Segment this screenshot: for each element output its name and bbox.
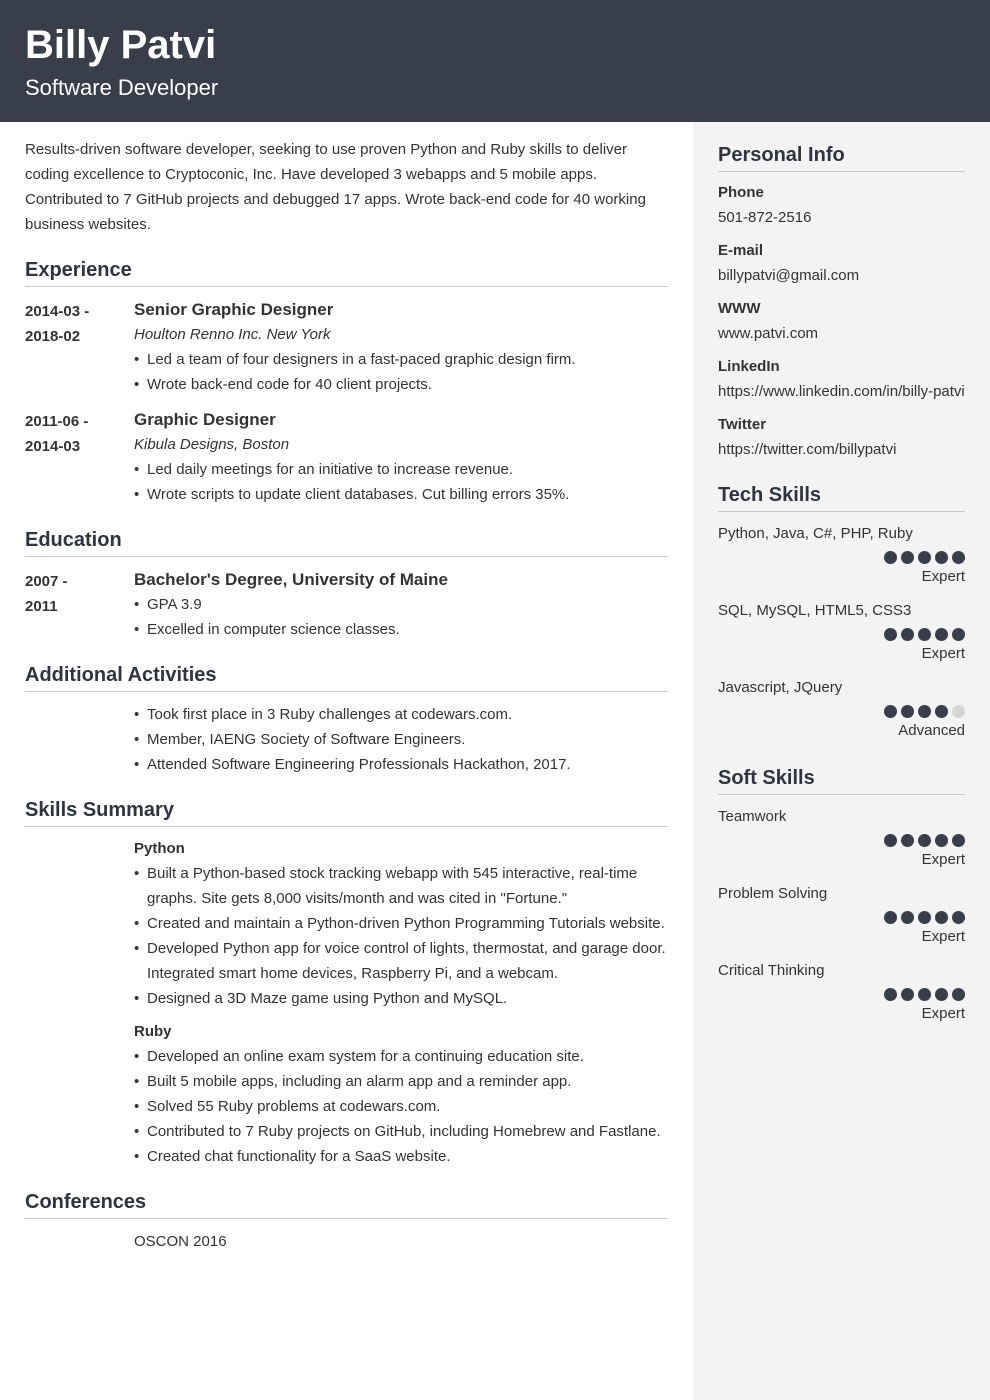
list-item: • Member, IAENG Society of Software Engineers. (134, 727, 668, 752)
rating-dot-filled (901, 551, 914, 564)
rating-dot-filled (935, 551, 948, 564)
experience-entry (25, 407, 668, 507)
list-item: • Created chat functionality for a SaaS website. (134, 1144, 668, 1169)
soft-skills-list (718, 804, 965, 1026)
job-org: Houlton Renno Inc. New York (134, 326, 331, 343)
skill-name: SQL, MySQL, HTML5, CSS3 (718, 602, 912, 619)
rating-dot-empty (952, 705, 965, 718)
list-item: • GPA 3.9 (134, 592, 668, 617)
skill-name: Problem Solving (718, 885, 828, 902)
rating-dot-filled (901, 834, 914, 847)
skill-item (718, 958, 965, 1026)
info-label-linkedin: LinkedIn (718, 358, 780, 375)
rating-dot-filled (952, 911, 965, 924)
skill-item (718, 598, 965, 666)
date-end: 2014-03 (25, 438, 81, 455)
education-heading: Education (25, 527, 668, 557)
job-bullets (134, 347, 668, 397)
rating-dot-filled (935, 628, 948, 641)
rating-dot-filled (952, 834, 965, 847)
skill-name: Teamwork (718, 808, 787, 825)
list-item: • Built a Python-based stock tracking webapp with 545 interactive, real-time graphs. Site gets 8,000 visits/month and was cited in "Fortune." (134, 861, 668, 911)
personal-info-heading: Personal Info (718, 142, 965, 172)
info-label-twitter: Twitter (718, 416, 767, 433)
skill-level: Advanced (898, 722, 965, 739)
sidebar (693, 122, 990, 1400)
resume-header (0, 0, 990, 122)
skill-name: Critical Thinking (718, 962, 825, 979)
entry-date (25, 407, 134, 507)
job-org: Kibula Designs, Boston (134, 436, 290, 453)
skill-rating (718, 628, 965, 641)
activities-heading: Additional Activities (25, 662, 668, 692)
skill-item (718, 881, 965, 949)
profile-summary: Results-driven software developer, seeking to use proven Python and Ruby skills to deliver coding excellence to Cryptoconic, Inc. Have developed 3 webapps and 5 mobile apps. Contributed to 7 GitHub projects and debugged 17 apps. Wrote back-end code for 40 working business websites. (25, 141, 646, 233)
list-item: • Created and maintain a Python-driven Python Programming Tutorials website. (134, 911, 668, 936)
info-value-email[interactable]: billypatvi@gmail.com (718, 267, 860, 284)
job-role: Graphic Designer (134, 410, 276, 429)
date-start: 2011-06 - (25, 413, 89, 430)
education-entry (25, 567, 668, 642)
rating-dot-filled (918, 988, 931, 1001)
skill-group-title: Python (134, 840, 185, 857)
candidate-name: Billy Patvi (25, 23, 217, 67)
rating-dot-filled (901, 705, 914, 718)
skill-rating (718, 834, 965, 847)
experience-entry (25, 297, 668, 397)
rating-dot-filled (884, 628, 897, 641)
info-value-linkedin[interactable]: https://www.linkedin.com/in/billy-patvi (718, 383, 965, 400)
experience-heading: Experience (25, 257, 668, 287)
skill-group-title: Ruby (134, 1023, 172, 1040)
skill-item (718, 804, 965, 872)
degree: Bachelor's Degree, University of Maine (134, 570, 448, 589)
job-role: Senior Graphic Designer (134, 300, 334, 319)
rating-dot-filled (918, 911, 931, 924)
rating-dot-filled (901, 911, 914, 924)
list-item: • Developed an online exam system for a continuing education site. (134, 1044, 668, 1069)
info-label-phone: Phone (718, 184, 764, 201)
list-item: • Wrote scripts to update client databases. Cut billing errors 35%. (134, 482, 668, 507)
skill-level: Expert (921, 851, 965, 868)
skills-summary-heading: Skills Summary (25, 797, 668, 827)
rating-dot-filled (935, 705, 948, 718)
skill-item (718, 521, 965, 589)
job-bullets (134, 457, 668, 507)
education-bullets (134, 592, 668, 642)
entry-date (25, 297, 134, 397)
list-item: • Built 5 mobile apps, including an alarm app and a reminder app. (134, 1069, 668, 1094)
rating-dot-filled (884, 834, 897, 847)
skill-level: Expert (921, 645, 965, 662)
date-end: 2018-02 (25, 328, 81, 345)
skill-item (718, 675, 965, 743)
skill-rating (718, 705, 965, 718)
rating-dot-filled (952, 551, 965, 564)
soft-skills-heading: Soft Skills (718, 765, 965, 795)
skill-level: Expert (921, 568, 965, 585)
info-value-phone: 501-872-2516 (718, 209, 812, 226)
list-item: • Led a team of four designers in a fast-paced graphic design firm. (134, 347, 668, 372)
conference-item: OSCON 2016 (134, 1233, 227, 1250)
skill-level: Expert (921, 1005, 965, 1022)
tech-skills-list (718, 521, 965, 743)
list-item: • Attended Software Engineering Professionals Hackathon, 2017. (134, 752, 668, 777)
conferences-heading: Conferences (25, 1189, 668, 1219)
rating-dot-filled (918, 628, 931, 641)
list-item: • Developed Python app for voice control of lights, thermostat, and garage door. Integrated smart home devices, Raspberry Pi, and a webcam. (134, 936, 668, 986)
date-start: 2014-03 - (25, 303, 90, 320)
rating-dot-filled (884, 911, 897, 924)
list-item: • Led daily meetings for an initiative to increase revenue. (134, 457, 668, 482)
skill-rating (718, 988, 965, 1001)
skill-group-bullets (134, 1044, 668, 1169)
info-label-email: E-mail (718, 242, 764, 259)
rating-dot-filled (952, 628, 965, 641)
rating-dot-filled (918, 834, 931, 847)
tech-skills-heading: Tech Skills (718, 482, 965, 512)
rating-dot-filled (935, 911, 948, 924)
skill-rating (718, 911, 965, 924)
skill-rating (718, 551, 965, 564)
entry-date (25, 567, 134, 642)
list-item: • Took first place in 3 Ruby challenges at codewars.com. (134, 702, 668, 727)
list-item: • Wrote back-end code for 40 client projects. (134, 372, 668, 397)
rating-dot-filled (884, 988, 897, 1001)
list-item: • Solved 55 Ruby problems at codewars.com. (134, 1094, 668, 1119)
rating-dot-filled (935, 834, 948, 847)
rating-dot-filled (918, 705, 931, 718)
skill-name: Javascript, JQuery (718, 679, 843, 696)
rating-dot-filled (918, 551, 931, 564)
info-value-twitter[interactable]: https://twitter.com/billypatvi (718, 441, 897, 458)
skill-group-bullets (134, 861, 668, 1011)
list-item: • Contributed to 7 Ruby projects on GitHub, including Homebrew and Fastlane. (134, 1119, 668, 1144)
info-value-www[interactable]: www.patvi.com (718, 325, 819, 342)
activities-bullets (134, 702, 668, 777)
personal-info-list (718, 180, 965, 462)
rating-dot-filled (884, 705, 897, 718)
rating-dot-filled (935, 988, 948, 1001)
date-end: 2011 (25, 598, 58, 615)
rating-dot-filled (952, 988, 965, 1001)
rating-dot-filled (901, 628, 914, 641)
skill-name: Python, Java, C#, PHP, Ruby (718, 525, 913, 542)
rating-dot-filled (901, 988, 914, 1001)
date-start: 2007 - (25, 573, 68, 590)
info-label-www: WWW (718, 300, 761, 317)
rating-dot-filled (884, 551, 897, 564)
main-column (25, 122, 668, 1254)
list-item: • Designed a 3D Maze game using Python and MySQL. (134, 986, 668, 1011)
candidate-title: Software Developer (25, 75, 219, 100)
skill-level: Expert (921, 928, 965, 945)
list-item: • Excelled in computer science classes. (134, 617, 668, 642)
